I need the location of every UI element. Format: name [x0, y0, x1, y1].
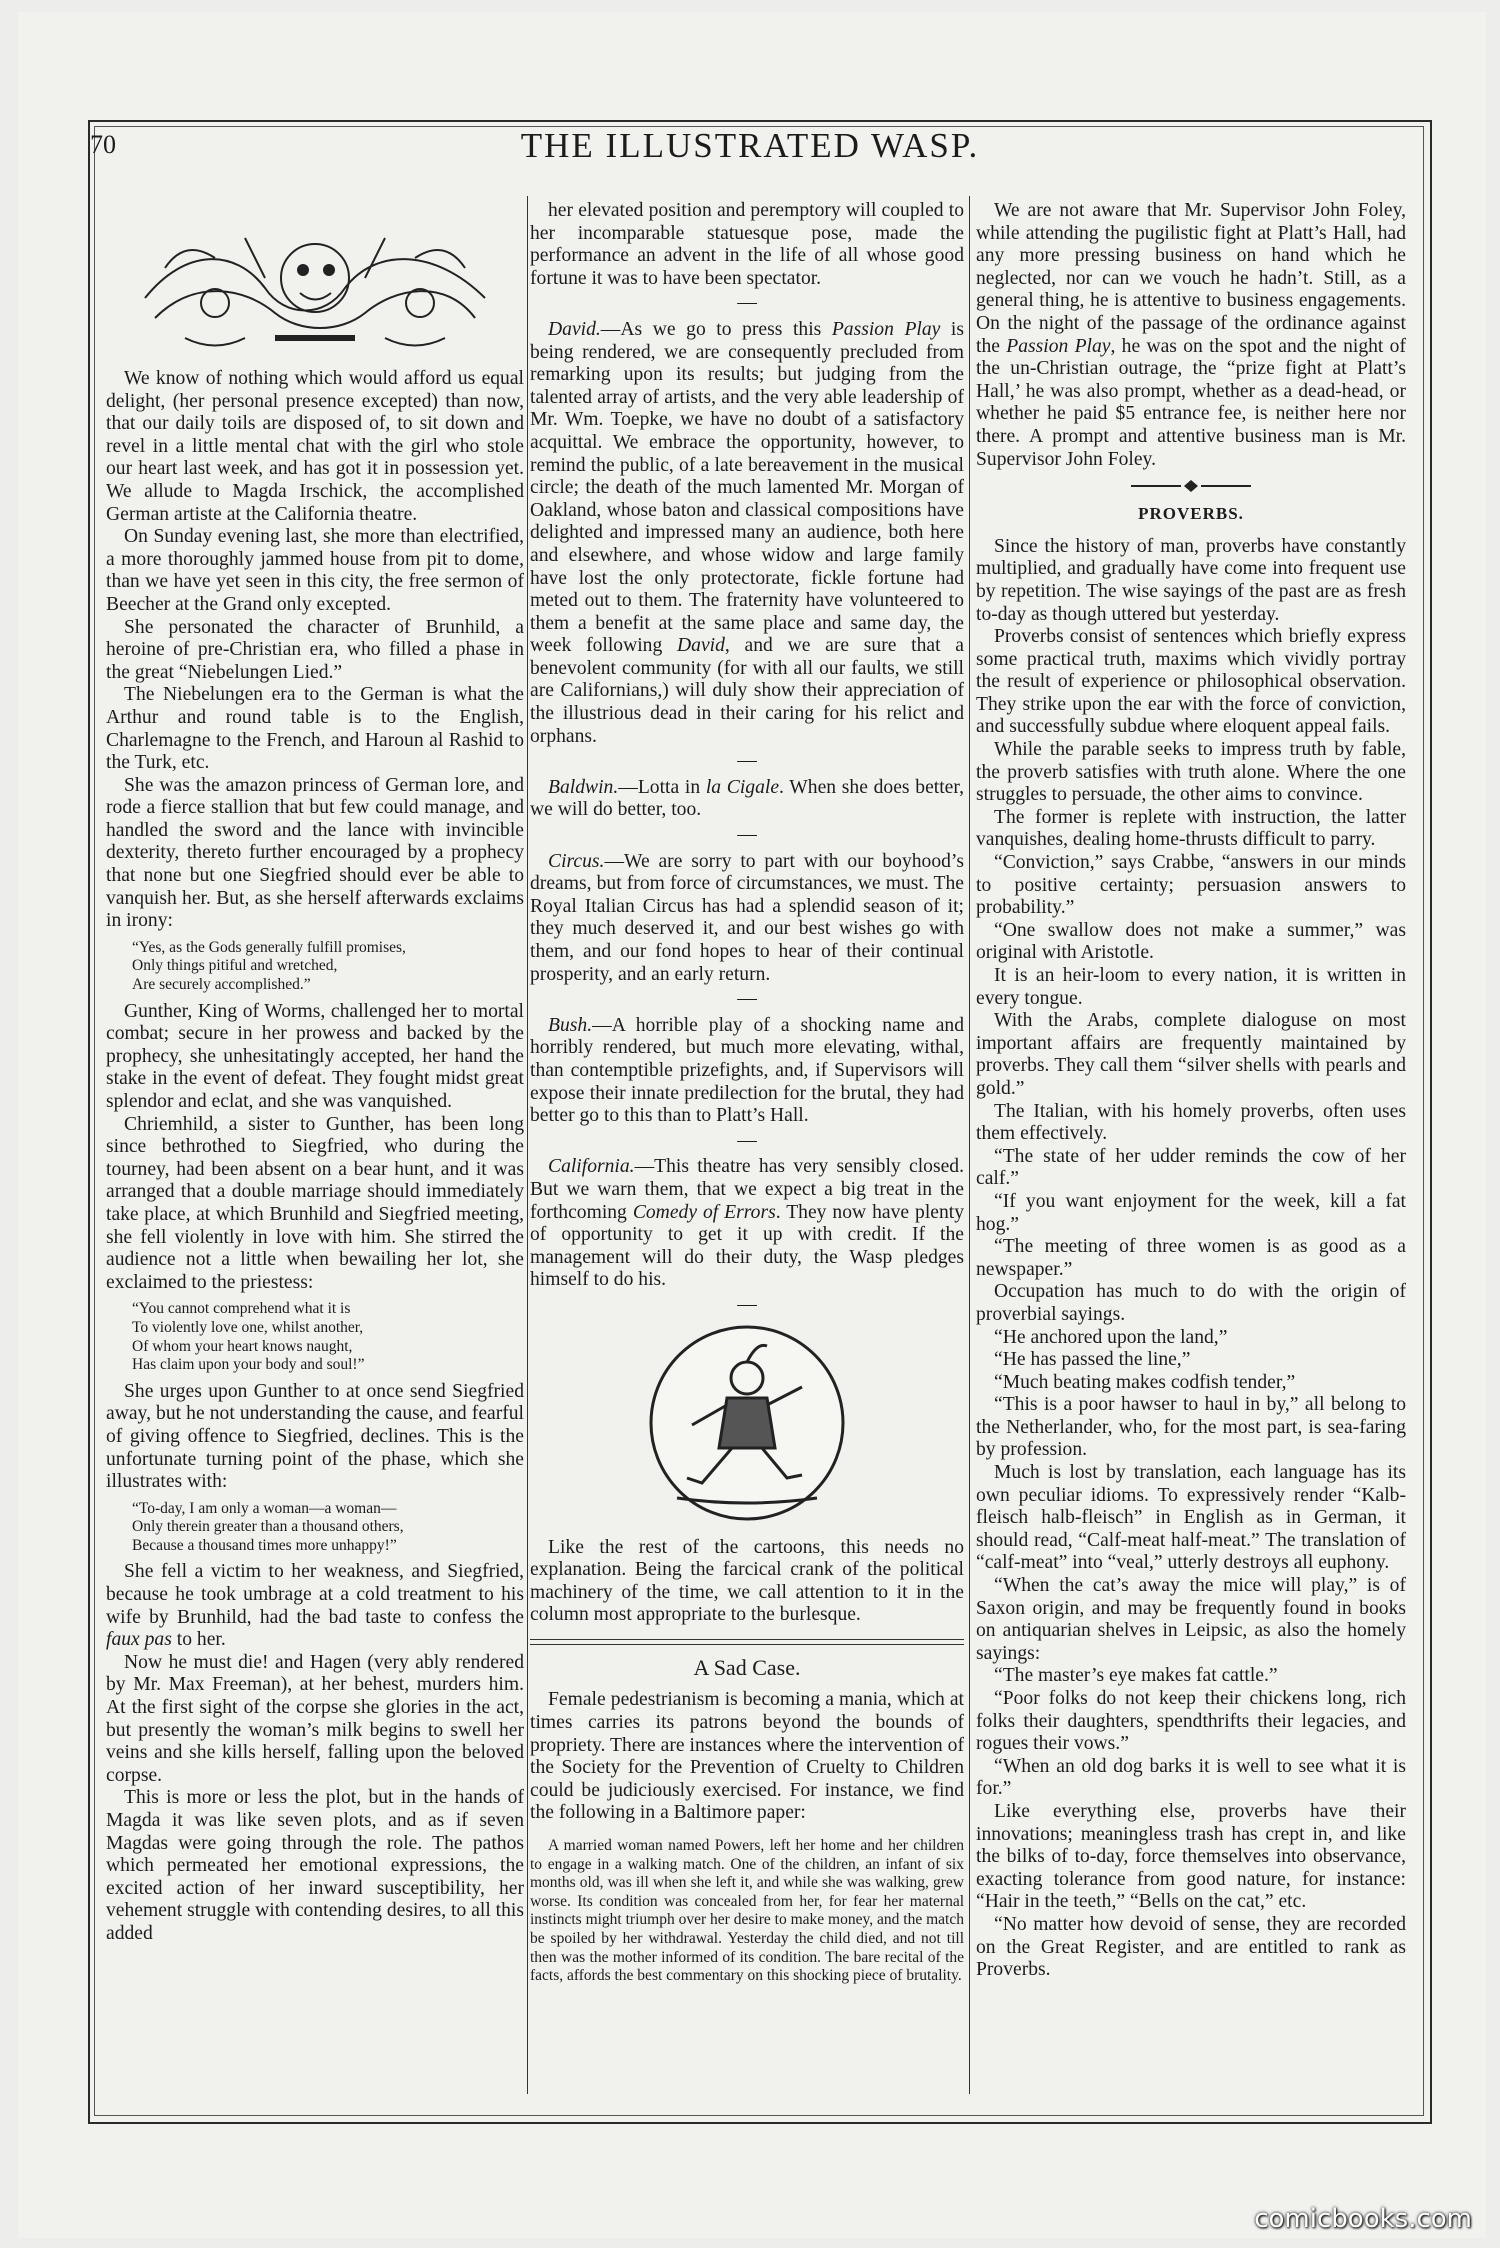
italic-phrase: David	[677, 635, 725, 657]
proverbs-paragraph: “This is a poor hawser to haul in by,” all belong to the Netherlander, who, for the most part, is sea-faring by profession.	[976, 1394, 1406, 1461]
text-run: . They now have plenty of opportunity to get it up with credit. If the management will do their duty, the Wasp pledges himself to do his.	[530, 1201, 964, 1291]
verse-line: Of whom your heart knows naught,	[132, 1337, 353, 1355]
proverbs-paragraph: With the Arabs, complete dialoguse on most important affairs are frequently maintained by proverbs. They call them “silver shells with pearls and gold.”	[976, 1010, 1406, 1099]
review-label: Baldwin.	[548, 776, 619, 798]
column-rule	[527, 196, 528, 2094]
review-bush	[530, 1015, 964, 1128]
text-run: —We are sorry to part with our boyhood’s dreams, but from force of circumstances, we must. The Royal Italian Circus has had a splendid season of it; they much deserved it, and our best wishes go with them, and our fond hopes to hear of their continual prosperity, and an early return.	[530, 850, 964, 985]
divider-flourish-icon	[1131, 479, 1251, 493]
proverbs-paragraph: “One swallow does not make a summer,” was original with Aristotle.	[976, 919, 1406, 964]
section-dash: —	[737, 1129, 757, 1151]
text-run: We are not aware that Mr. Supervisor John Foley, while attending the pugilistic fight at Platt’s Hall, had any more pressing business on hand which he neglected, nor can we vouch he hadn’t. Still, as a general thing, he is attentive to business engagements. On the night of the passage of the ordinance against the	[976, 200, 1406, 357]
text-run: —A horrible play of a shocking name and horribly rendered, but much more elevating, withal, than contemptible prizefights, and, if Supervisors will expose their innate predilection for the brutal, they had better go to this than to Platt’s Hall.	[530, 1014, 964, 1127]
italic-phrase: Comedy of Errors	[632, 1201, 776, 1223]
proverbs-paragraph: “When an old dog barks it is well to see what it is for.”	[976, 1755, 1406, 1800]
article-paragraph: On Sunday evening last, she more than electrified, a more thoroughly jammed house from pit to dome, than we have yet seen in this city, the free sermon of Beecher at the Grand only excepted.	[106, 526, 524, 615]
article-paragraph: This is more or less the plot, but in the hands of Magda it was like seven plots, and as if seven Magdas were going through the role. The pathos which permeated her emotional expressions, the excited action of her inward susceptibility, her vehement struggle with contending desires, to all this added	[106, 1787, 524, 1944]
text-run: —As we go to press this	[600, 318, 832, 340]
review-label: California.	[548, 1156, 635, 1178]
section-dash: —	[737, 750, 757, 772]
verse-quote	[132, 1300, 524, 1374]
article-paragraph: Like the rest of the cartoons, this needs no explanation. Being the farcical crank of the political machinery of the time, we call attention to it in the column most appropriate to the burlesque.	[530, 1536, 964, 1626]
proverbs-paragraph: Like everything else, proverbs have their innovations; meaningless trash has crept in, and like the bilks of to-day, force themselves into observance, exacting tolerance from good nature, for instance: “Hair in the teeth,” “Bells on the cat,” etc.	[976, 1800, 1406, 1913]
proverbs-paragraph: Much is lost by translation, each language has its own peculiar idioms. To expressively render “Kalb-fleisch halb-fleisch” in English as in German, it should read, “Calf-meat half-meat.” The translation of “calf-meat” into “veal,” utterly destroys all euphony.	[976, 1462, 1406, 1574]
proverbs-paragraph: Since the history of man, proverbs have constantly multiplied, and gradually have come into frequent use by repetition. The wise sayings of the past are as fresh to-day as though uttered but yesterday.	[976, 535, 1406, 625]
text-run: . When she does better, we will do better, too.	[530, 776, 964, 821]
proverbs-paragraph: “He anchored upon the land,”	[994, 1326, 1228, 1348]
watermark: comicbooks.com	[1254, 2204, 1472, 2234]
verse-line: Only therein greater than a thousand others,	[132, 1518, 404, 1536]
article-paragraph	[106, 1561, 524, 1651]
proverbs-paragraph: “Conviction,” says Crabbe, “answers in our minds to positive certainty; persuasion answers to probability.”	[976, 852, 1406, 919]
proverbs-paragraph: “He has passed the line,”	[994, 1349, 1191, 1371]
review-california	[530, 1156, 964, 1292]
section-dash: —	[737, 1293, 757, 1315]
proverbs-paragraph: “The meeting of three women is as good as a newspaper.”	[976, 1236, 1406, 1280]
article-paragraph: We know of nothing which would afford us equal delight, (her personal presence excepted) than now, that our daily toils are disposed of, to sit down and revel in a little mental chat with the girl who stole our heart last week, and has got it in possession yet. We allude to Magda Irschick, the accomplished German artiste at the California theatre.	[106, 368, 524, 525]
review-label: Circus.	[548, 850, 605, 872]
article-paragraph: She was the amazon princess of German lore, and rode a fierce stallion that but few could manage, and handled the sword and the lance with invincible dexterity, thereto further encouraged by a prophecy that none but one Siegfried should ever be able to vanquish her. But, as she herself afterwards exclaims in irony:	[106, 774, 524, 932]
review-david	[530, 319, 964, 748]
proverbs-paragraph: Occupation has much to do with the origin of proverbial sayings.	[976, 1281, 1406, 1325]
text-run: —This theatre has very sensibly closed. But we warn them, that we expect a big treat in the forthcoming	[530, 1156, 964, 1223]
decorative-ornament-icon	[125, 208, 505, 358]
review-circus	[530, 851, 964, 987]
column-rule	[969, 196, 970, 2094]
text-run: is being rendered, we are consequently precluded from remarking upon its results; but judging from the talented array of artists, and the very able leadership of Mr. Wm. Toepke, we have no doubt of a satisfactory acquittal. We embrace the opportunity, however, to remind the public, of a late bereavement in the musical circle; the death of the much lamented Mr. Morgan of Oakland, whose baton and classical compositions have delighted and impressed many an audience, both here and elsewhere, and whose widow and large family have lost the only protectorate, fickle fortune had meted out to them. The fraternity have volunteered to them a benefit at the same place and same day, the week following	[530, 318, 964, 657]
proverbs-paragraph: The Italian, with his homely proverbs, often uses them effectively.	[976, 1100, 1406, 1145]
section-dash: —	[737, 988, 757, 1010]
proverbs-paragraph: “If you want enjoyment for the week, kill a fat hog.”	[976, 1190, 1406, 1235]
italic-phrase: faux pas	[106, 1629, 172, 1651]
text-run: , and we are sure that a benevolent community (for with all our faults, we still are Californians,) will duly show their appreciation of the illustrious dead in their caring for his relict and orphans.	[530, 635, 964, 747]
section-dash: —	[737, 824, 757, 846]
proverbs-paragraph: Proverbs consist of sentences which briefly express some practical truth, maxims which vividly portray the result of experience or philosophical observation. They strike upon the ear with the force of conviction, and successfully subdue where eloquent appeal fails.	[976, 626, 1406, 738]
proverbs-paragraph: It is an heir-loom to every nation, it is written in every tongue.	[976, 965, 1406, 1009]
verse-line: “Yes, as the Gods generally fulfill promises,	[132, 938, 406, 956]
article-paragraph: She personated the character of Brunhild, a heroine of pre-Christian era, who filled a phase in the great “Niebelungen Lied.”	[106, 616, 524, 683]
proverbs-paragraph: “When the cat’s away the mice will play,” is of Saxon origin, and may be frequently found in books on antiquarian shelves in Leipsic, as also the homely sayings:	[976, 1575, 1406, 1664]
verse-line: Only things pitiful and wretched,	[132, 957, 338, 975]
section-dash: —	[737, 292, 757, 314]
article-paragraph: She urges upon Gunther to at once send Siegfried away, but he not understanding the cause, and fearful of giving offence to Siegfried, declines. This is the unfortunate turning point of the phase, which she illustrates with:	[106, 1380, 524, 1493]
proverbs-paragraph: “The master’s eye makes fat cattle.”	[994, 1665, 1278, 1687]
review-label: Bush.	[548, 1014, 593, 1036]
article-paragraph: her elevated position and peremptory will coupled to her incomparable statuesque pose, made the performance an advent in the life of all whose good fortune it was to have been spectator.	[530, 200, 964, 289]
verse-line: Are securely accomplished.”	[132, 976, 311, 994]
verse-quote	[132, 1500, 524, 1556]
section-heading: A Sad Case.	[693, 1654, 801, 1680]
article-paragraph: Now he must die! and Hagen (very ably rendered by Mr. Max Freeman), at her behest, murders him. At the first sight of the corpse she glories in the act, but presently the woman’s milk begins to swell her veins and she kills herself, falling upon the beloved corpse.	[106, 1651, 524, 1786]
page-number: 70	[90, 130, 116, 159]
section-heading: PROVERBS.	[1138, 504, 1244, 524]
article-paragraph: The Niebelungen era to the German is what the Arthur and round table is to the English, Charlemagne to the French, and Haroun al Rashid to the Turk, etc.	[106, 684, 524, 774]
review-label: David.	[548, 318, 601, 340]
text-run: to her.	[171, 1629, 226, 1651]
proverbs-paragraph: “No matter how devoid of sense, they are recorded on the Great Register, and are entitled to rank as Proverbs.	[976, 1913, 1406, 1981]
article-paragraph: Chriemhild, a sister to Gunther, has been long since bethrothed to Siegfried, who during the tourney, had been absent on a bear hunt, and it was arranged that a double marriage should immediately take place, at which Brunhild and Siegfried meeting, she fell violently in love with him. She stirred the audience not a little when bewailing her lot, she exclaimed to the priestess:	[106, 1113, 524, 1293]
italic-phrase: Passion Play	[1006, 335, 1111, 357]
column-3	[976, 200, 1406, 2100]
proverbs-paragraph: The former is replete with instruction, the latter vanquishes, dealing home-thrusts difficult to parry.	[976, 806, 1406, 851]
column-1	[106, 200, 524, 2100]
review-baldwin	[530, 777, 964, 822]
verse-line: Because a thousand times more unhappy!”	[132, 1536, 397, 1554]
proverbs-paragraph: “The state of her udder reminds the cow of her calf.”	[976, 1145, 1406, 1190]
verse-line: “To-day, I am only a woman—a woman—	[132, 1499, 397, 1517]
proverbs-paragraph: “Poor folks do not keep their chickens long, rich folks their daughters, spendthrifts their legacies, and rogues their vows.”	[976, 1688, 1406, 1755]
verse-line: Has claim upon your body and soul!”	[132, 1356, 365, 1374]
verse-quote	[132, 939, 524, 995]
italic-phrase: la Cigale	[705, 776, 780, 798]
article-paragraph: Female pedestrianism is becoming a mania, which at times carries its patrons beyond the bounds of propriety. There are instances where the intervention of the Society for the Prevention of Cruelty to Children could be judiciously exercised. For instance, we find the following in a Baltimore paper:	[530, 1689, 964, 1824]
verse-line: To violently love one, whilst another,	[132, 1318, 364, 1336]
running-title: THE ILLUSTRATED WASP.	[520, 126, 980, 165]
text-run: , he was on the spot and the night of the un-Christian outrage, the “prize fight at Platt’s Hall,’ he was also prompt, whether as a dead-head, or whether he paid $5 entrance fee, is neither here nor there. A prompt and attentive business man is Mr. Supervisor John Foley.	[976, 335, 1406, 470]
section-divider	[530, 1639, 964, 1645]
text-run: She fell a victim to her weakness, and Siegfried, because he took umbrage at a cold treatment to his wife by Brunhild, had the bad taste to confess the	[106, 1561, 524, 1628]
article-paragraph	[976, 200, 1406, 471]
proverbs-paragraph: While the parable seeks to impress truth by fable, the proverb satisfies with truth alone. Where the one struggles to persuade, the other aims to convince.	[976, 739, 1406, 806]
article-paragraph: Gunther, King of Worms, challenged her to mortal combat; secure in her prowess and backed by the prophecy, she unhesitatingly accepted, her hand the stake in the event of defeat. They fought midst great splendor and eclat, and she was vanquished.	[106, 1000, 524, 1112]
text-run: —Lotta in	[618, 776, 706, 798]
quoted-news-item: A married woman named Powers, left her home and her children to engage in a walking match. One of the children, an infant of six months old, was ill when she left it, and while she was walking, grew worse. Its condition was concealed from her, for fear her maternal instincts might triumph over her desire to make money, and the match be spoiled by her withdrawal. Yesterday the child died, and not till then was the mother informed of its condition. The bare recital of the facts, affords the best commentary on this shocking piece of brutality.	[530, 1837, 964, 1985]
italic-phrase: Passion Play	[831, 318, 941, 340]
running-man-cartoon-icon	[647, 1323, 847, 1523]
proverbs-paragraph: “Much beating makes codfish tender,”	[994, 1371, 1296, 1393]
column-2	[530, 200, 964, 2100]
verse-line: “You cannot comprehend what it is	[132, 1300, 351, 1318]
